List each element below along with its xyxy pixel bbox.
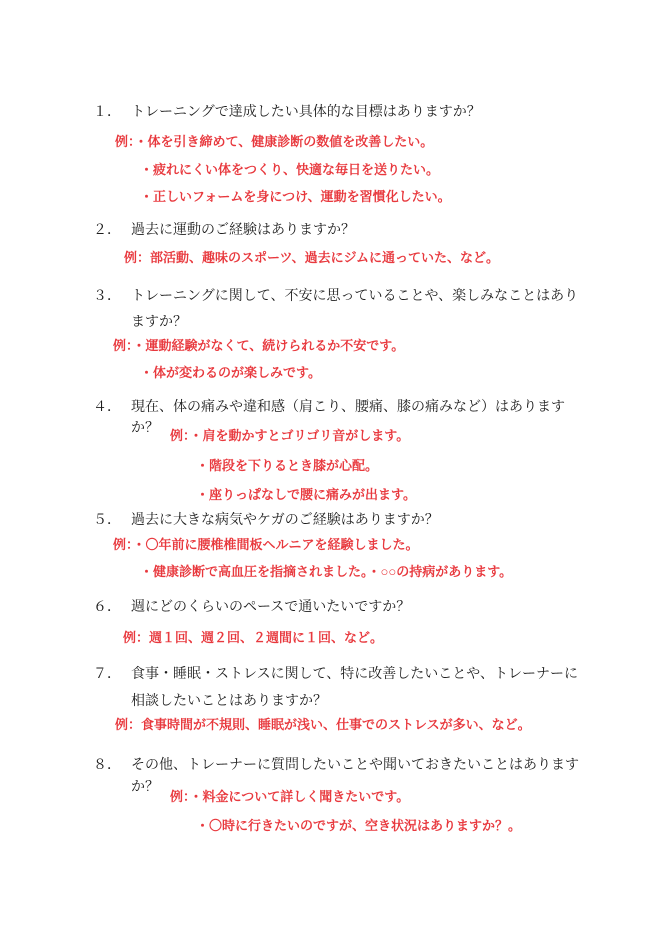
question-text-continued: か？ <box>131 421 159 436</box>
example-line: ・体が変わるのが楽しみです。 <box>140 365 321 380</box>
question-line <box>93 103 481 123</box>
example-line: 例：・肩を動かすとゴリゴリ音がします。 <box>170 428 410 443</box>
example-line: 例：食事時間が不規則、睡眠が浅い、仕事でのストレスが多い、など。 <box>115 717 531 732</box>
question-line <box>93 665 578 685</box>
question-number: ３． <box>93 289 121 304</box>
example-line: 例：部活動、趣味のスポーツ、過去にジムに通っていた、など。 <box>124 250 500 265</box>
example-line: 例：・運動経験がなくて、続けられるか不安です。 <box>113 338 405 353</box>
question-text: 食事・睡眠・ストレスに関して、特に改善したいことや、トレーナーに <box>131 667 579 682</box>
question-number: ８． <box>93 758 121 773</box>
example-line: ・〇時に行きたいのですが、空き状況はありますか？。 <box>196 818 522 833</box>
question-line <box>93 221 355 241</box>
example-line: 例：週１回、週２回、２週間に１回、など。 <box>123 630 384 645</box>
question-text: トレーニングで達成したい具体的な目標はありますか？ <box>131 105 481 120</box>
example-line: ・座りっぱなしで腰に痛みが出ます。 <box>196 487 416 502</box>
example-line: 例：・体を引き締めて、健康診断の数値を改善したい。 <box>115 134 434 149</box>
question-text-continued: 相談したいことはありますか？ <box>131 694 327 709</box>
question-text: 週にどのくらいのペースで通いたいですか？ <box>131 600 411 615</box>
question-number: ５． <box>93 513 121 528</box>
question-text: 過去に運動のご経験はありますか？ <box>131 223 355 238</box>
question-number: １． <box>93 105 121 120</box>
question-text: トレーニングに関して、不安に思っていることや、楽しみなことはあり <box>131 289 579 304</box>
question-line <box>93 756 579 776</box>
question-number: ６． <box>93 600 121 615</box>
question-text: その他、トレーナーに質問したいことや聞いておきたいことはあります <box>131 758 579 773</box>
question-number: ４． <box>93 400 121 415</box>
question-text-continued: ますか？ <box>131 315 187 330</box>
example-line: 例：・〇年前に腰椎椎間板ヘルニアを経験しました。 <box>113 537 419 552</box>
example-line: ・健康診断で高血圧を指摘されました。・○○の持病があります。 <box>140 564 513 579</box>
example-line: ・階段を下りるとき膝が心配。 <box>196 458 379 473</box>
question-line <box>93 511 439 531</box>
question-line <box>93 398 565 418</box>
example-line: ・疲れにくい体をつくり、快適な毎日を送りたい。 <box>140 162 440 177</box>
question-text: 現在、体の痛みや違和感（肩こり、腰痛、膝の痛みなど）はあります <box>131 400 565 415</box>
example-line: ・正しいフォームを身につけ、運動を習慣化したい。 <box>140 189 451 204</box>
question-number: ７． <box>93 667 121 682</box>
question-text-continued: か？ <box>131 780 159 795</box>
example-line: 例：・料金について詳しく聞きたいです。 <box>170 789 410 804</box>
question-line <box>93 598 410 618</box>
question-text: 過去に大きな病気やケガのご経験はありますか？ <box>131 513 439 528</box>
question-line <box>93 287 578 307</box>
question-number: ２． <box>93 223 121 238</box>
